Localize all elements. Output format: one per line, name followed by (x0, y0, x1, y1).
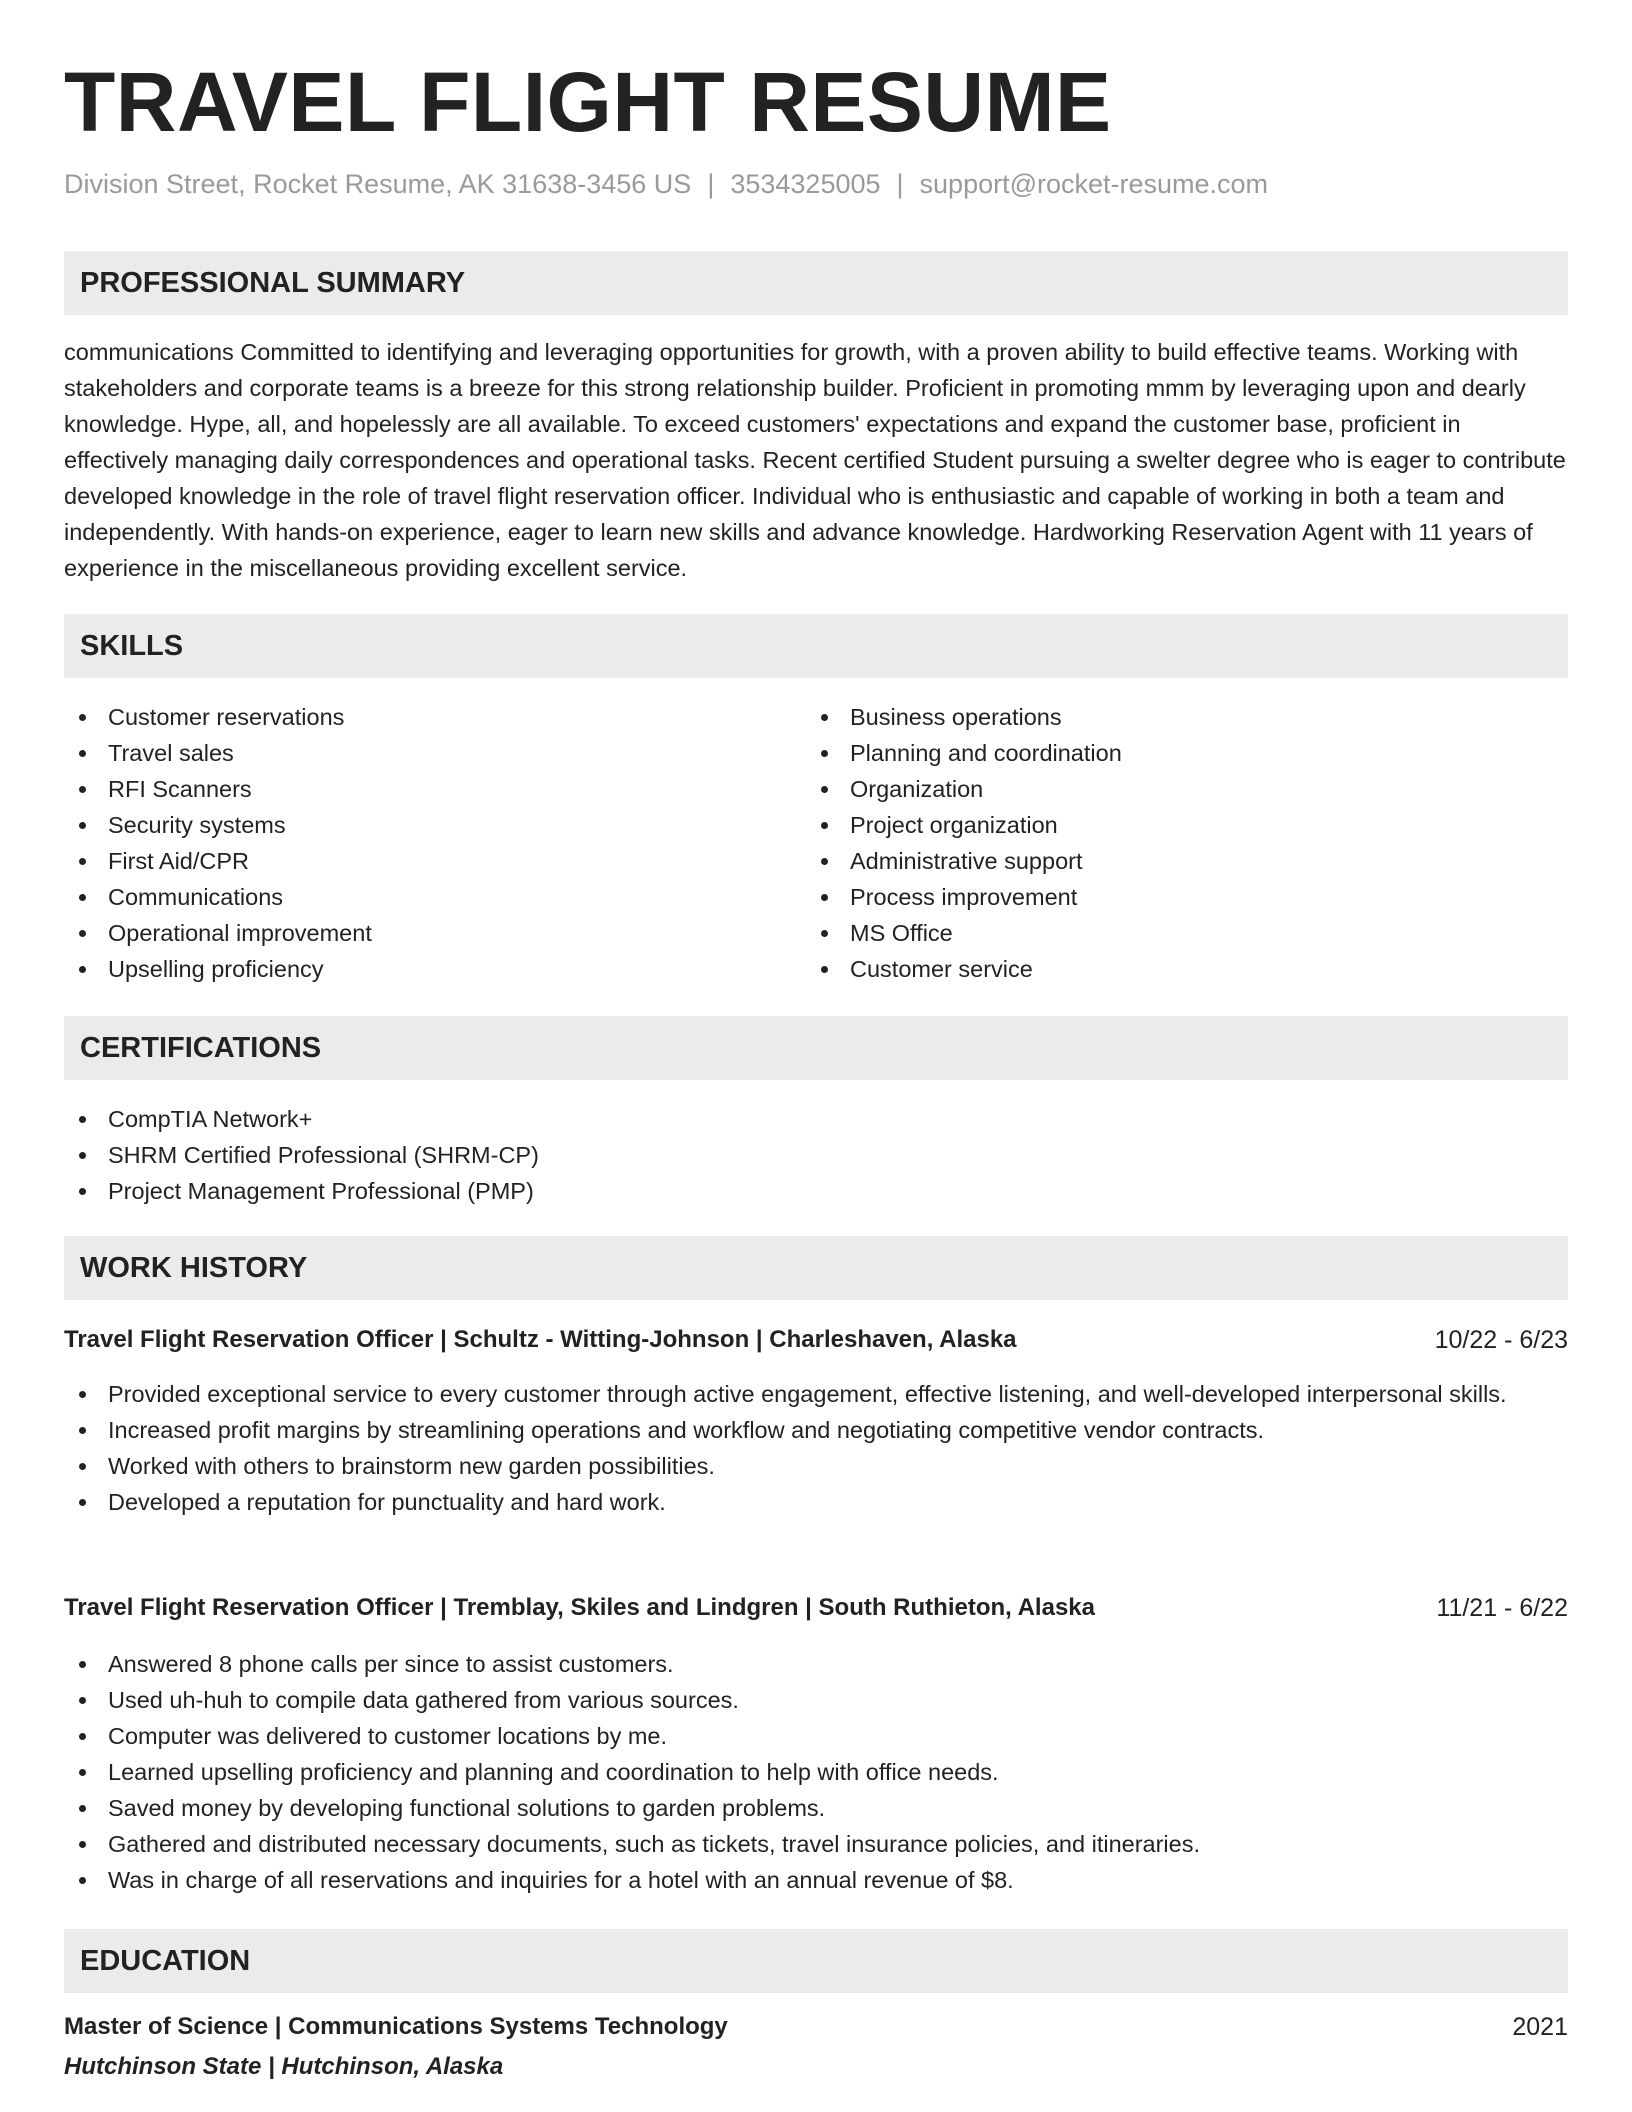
job-bullets (64, 1376, 1568, 1520)
skill-item: Organization (806, 771, 1506, 807)
job-bullet: Answered 8 phone calls per since to assist customers. (64, 1646, 1568, 1682)
education-year: 2021 (1512, 2013, 1568, 2041)
resume-name: TRAVEL FLIGHT RESUME (64, 55, 1112, 149)
job-bullet: Was in charge of all reservations and inquiries for a hotel with an annual revenue of $8. (64, 1862, 1568, 1898)
skill-item: Travel sales (64, 735, 764, 771)
job-bullet: Learned upselling proficiency and planning and coordination to help with office needs. (64, 1754, 1568, 1790)
job-bullets (64, 1646, 1568, 1898)
summary-heading: PROFESSIONAL SUMMARY (80, 267, 466, 299)
job-bullet: Used uh-huh to compile data gathered from various sources. (64, 1682, 1568, 1718)
education-school: Hutchinson State | Hutchinson, Alaska (64, 2053, 504, 2080)
skill-item: Administrative support (806, 843, 1506, 879)
skills-heading: SKILLS (80, 630, 184, 662)
job-title: Travel Flight Reservation Officer | Schultz - Witting-Johnson | Charleshaven, Alaska (64, 1326, 1017, 1353)
contact-email: support@rocket-resume.com (919, 169, 1269, 199)
education-degree: Master of Science | Communications Systems Technology (64, 2013, 728, 2040)
skill-item: Planning and coordination (806, 735, 1506, 771)
skill-item: Customer service (806, 951, 1506, 987)
skill-item: Project organization (806, 807, 1506, 843)
summary-text: communications Committed to identifying and leveraging opportunities for growth, with a proven ability to build effective teams. Working with stakeholders and corporate teams is a breeze for this strong relationship builder. Proficient in promoting mmm by leveraging upon and dearly knowledge. Hype, all, and hopelessly are all available. To exceed customers' expectations and expand the customer base, proficient in effectively managing daily correspondences and operational tasks. Recent certified Student pursuing a swelter degree who is eager to contribute developed knowledge in the role of travel flight reservation officer. Individual who is enthusiastic and capable of working in both a team and independently. With hands-on experience, eager to learn new skills and advance knowledge. Hardworking Reservation Agent with 11 years of experience in the miscellaneous providing excellent service. (64, 339, 1566, 581)
education-heading: EDUCATION (80, 1945, 251, 1977)
work-history-heading: WORK HISTORY (80, 1252, 308, 1284)
skill-item: Security systems (64, 807, 764, 843)
job-dates: 11/21 - 6/22 (1436, 1594, 1568, 1622)
certifications-list (64, 1101, 1568, 1209)
contact-separator: | (896, 169, 904, 199)
skill-item: Process improvement (806, 879, 1506, 915)
skills-list-left (64, 699, 764, 987)
certification-item: SHRM Certified Professional (SHRM-CP) (64, 1137, 1568, 1173)
education-section-header (64, 1929, 1568, 1993)
skill-item: MS Office (806, 915, 1506, 951)
skills-list-right (806, 699, 1506, 987)
certifications-heading: CERTIFICATIONS (80, 1032, 322, 1064)
skill-item: RFI Scanners (64, 771, 764, 807)
job-bullet: Worked with others to brainstorm new garden possibilities. (64, 1448, 1568, 1484)
contact-line (64, 166, 1268, 202)
skill-item: Communications (64, 879, 764, 915)
skill-item: Operational improvement (64, 915, 764, 951)
contact-address: Division Street, Rocket Resume, AK 31638-3456 US (64, 169, 692, 199)
skill-item: Upselling proficiency (64, 951, 764, 987)
certifications-section-header (64, 1016, 1568, 1080)
job-bullet: Gathered and distributed necessary documents, such as tickets, travel insurance policies, and itineraries. (64, 1826, 1568, 1862)
contact-phone: 3534325005 (730, 169, 881, 199)
certification-item: CompTIA Network+ (64, 1101, 1568, 1137)
job-dates: 10/22 - 6/23 (1434, 1326, 1568, 1354)
job-bullet: Saved money by developing functional solutions to garden problems. (64, 1790, 1568, 1826)
contact-separator: | (707, 169, 715, 199)
skill-item: Business operations (806, 699, 1506, 735)
skills-section-header (64, 614, 1568, 678)
job-bullet: Provided exceptional service to every customer through active engagement, effective listening, and well-developed interpersonal skills. (64, 1376, 1568, 1412)
certification-item: Project Management Professional (PMP) (64, 1173, 1568, 1209)
job-bullet: Increased profit margins by streamlining operations and workflow and negotiating competitive vendor contracts. (64, 1412, 1568, 1448)
skill-item: Customer reservations (64, 699, 764, 735)
job-bullet: Developed a reputation for punctuality and hard work. (64, 1484, 1568, 1520)
job-bullet: Computer was delivered to customer locations by me. (64, 1718, 1568, 1754)
job-title: Travel Flight Reservation Officer | Tremblay, Skiles and Lindgren | South Ruthieton, Alaska (64, 1594, 1095, 1621)
work-history-section-header (64, 1236, 1568, 1300)
summary-section-header (64, 251, 1568, 315)
skill-item: First Aid/CPR (64, 843, 764, 879)
